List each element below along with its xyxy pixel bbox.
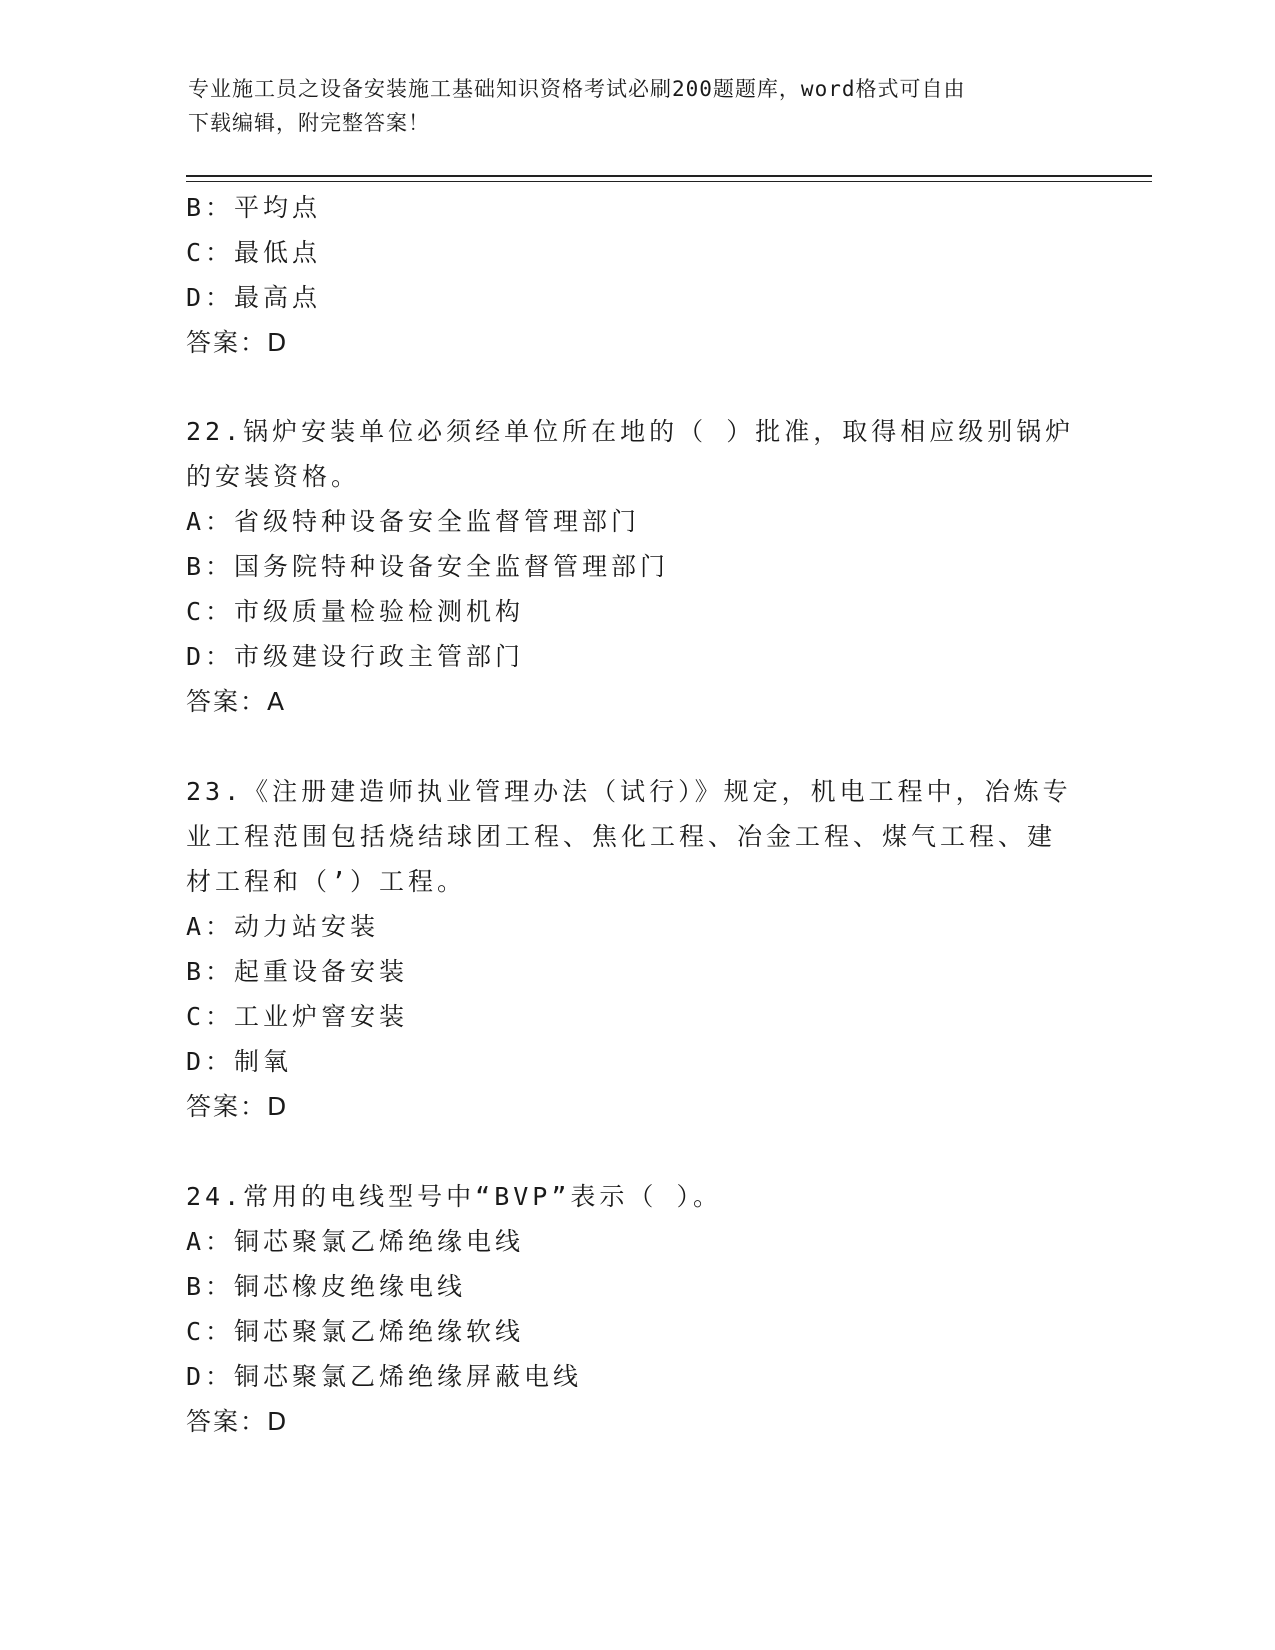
q23-option-c: C：工业炉窨安装 — [186, 1002, 409, 1031]
q23-stem-line-3: 材工程和（’）工程。 — [186, 867, 467, 896]
q21-option-b: B：平均点 — [186, 193, 322, 222]
q23-stem-line-2: 业工程范围包括烧结球团工程、焦化工程、冶金工程、煤气工程、建 — [186, 822, 1057, 851]
q22-option-d: D：市级建设行政主管部门 — [186, 642, 525, 671]
q24-answer: 答案：D — [186, 1407, 289, 1436]
page-header — [188, 72, 1088, 140]
header-rule-thick — [186, 175, 1152, 177]
header-line-2: 下载编辑，附完整答案！ — [188, 111, 430, 135]
q22-stem-line-2: 的安装资格。 — [186, 462, 361, 491]
q21-option-d: D：最高点 — [186, 283, 322, 312]
q22-option-b: B：国务院特种设备安全监督管理部门 — [186, 552, 670, 581]
q24-option-a: A：铜芯聚氯乙烯绝缘电线 — [186, 1227, 525, 1256]
q22-answer: 答案：A — [186, 687, 287, 716]
q21-option-c: C：最低点 — [186, 238, 322, 267]
header-rule-thin — [186, 181, 1152, 182]
q24-option-c: C：铜芯聚氯乙烯绝缘软线 — [186, 1317, 525, 1346]
q22-option-a: A：省级特种设备安全监督管理部门 — [186, 507, 641, 536]
q23-answer: 答案：D — [186, 1092, 289, 1121]
q24-option-b: B：铜芯橡皮绝缘电线 — [186, 1272, 467, 1301]
header-line-1: 专业施工员之设备安装施工基础知识资格考试必刷200题题库，word格式可自由 — [188, 77, 966, 101]
q22-stem-line-1: 22.锅炉安装单位必须经单位所在地的（ ）批准，取得相应级别锅炉 — [186, 417, 1075, 446]
q23-stem-line-1: 23.《注册建造师执业管理办法（试行）》规定，机电工程中，冶炼专 — [186, 777, 1072, 806]
q24-option-d: D：铜芯聚氯乙烯绝缘屏蔽电线 — [186, 1362, 583, 1391]
q23-option-a: A：动力站安装 — [186, 912, 380, 941]
q21-answer: 答案：D — [186, 328, 289, 357]
q23-option-d: D：制氧 — [186, 1047, 293, 1076]
q22-option-c: C：市级质量检验检测机构 — [186, 597, 525, 626]
q23-option-b: B：起重设备安装 — [186, 957, 409, 986]
q24-stem-line-1: 24.常用的电线型号中“BVP”表示（ ）。 — [186, 1182, 722, 1211]
